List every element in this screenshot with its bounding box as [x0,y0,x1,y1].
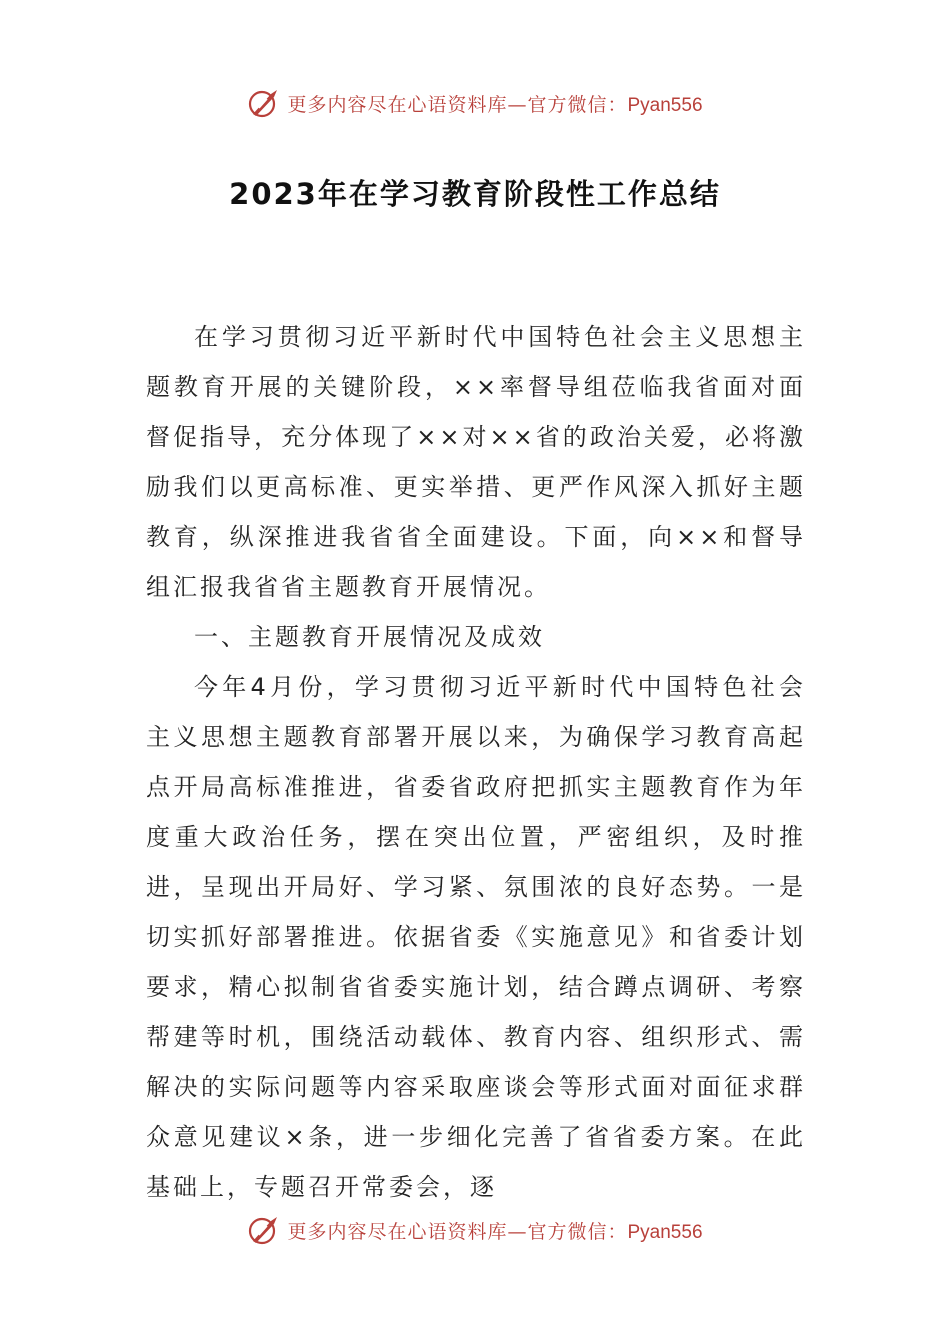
banner-text [287,1217,702,1244]
footer-watermark-banner [0,1210,950,1250]
banner-wechat-id: Pyan556 [627,1221,703,1243]
banner-dash: — [507,1220,528,1243]
banner-text [287,90,702,117]
intro-paragraph: 在学习贯彻习近平新时代中国特色社会主义思想主题教育开展的关键阶段，××率督导组莅临我省面对面督促指导，充分体现了××对××省的政治关爱，必将激励我们以更高标准、更实举措、更严作风深入抓好主题教育，纵深推进我省省全面建设。下面，向××和督导组汇报我省省主题教育开展情况。 [146,323,806,601]
section-paragraph: 今年4月份，学习贯彻习近平新时代中国特色社会主义思想主题教育部署开展以来，为确保学习教育高起点开局高标准推进，省委省政府把抓实主题教育作为年度重大政治任务，摆在突出位置，严密组织，及时推进，呈现出开局好、学习紧、氛围浓的良好态势。一是切实抓好部署推进。依据省委《实施意见》和省委计划要求，精心拟制省省委实施计划，结合蹲点调研、考察帮建等时机，围绕活动载体、教育内容、组织形式、需解决的实际问题等内容采取座谈会等形式面对面征求群众意见建议×条，进一步细化完善了省省委方案。在此基础上，专题召开常委会，逐 [146,673,806,1201]
banner-main-text: 更多内容尽在心语资料库 [287,1220,508,1243]
pen-nib-logo-icon [247,86,281,120]
banner-wechat-label: 官方微信： [527,1220,628,1243]
banner-main-text: 更多内容尽在心语资料库 [287,93,508,116]
section-heading: 一、主题教育开展情况及成效 [194,623,545,651]
banner-dash: — [507,93,528,116]
banner-wechat-id: Pyan556 [627,94,703,116]
pen-nib-logo-icon [247,1213,281,1247]
header-watermark-banner [0,83,950,123]
banner-wechat-label: 官方微信： [527,93,628,116]
document-body [146,312,806,1212]
document-title: 2023年在学习教育阶段性工作总结 [229,177,721,211]
